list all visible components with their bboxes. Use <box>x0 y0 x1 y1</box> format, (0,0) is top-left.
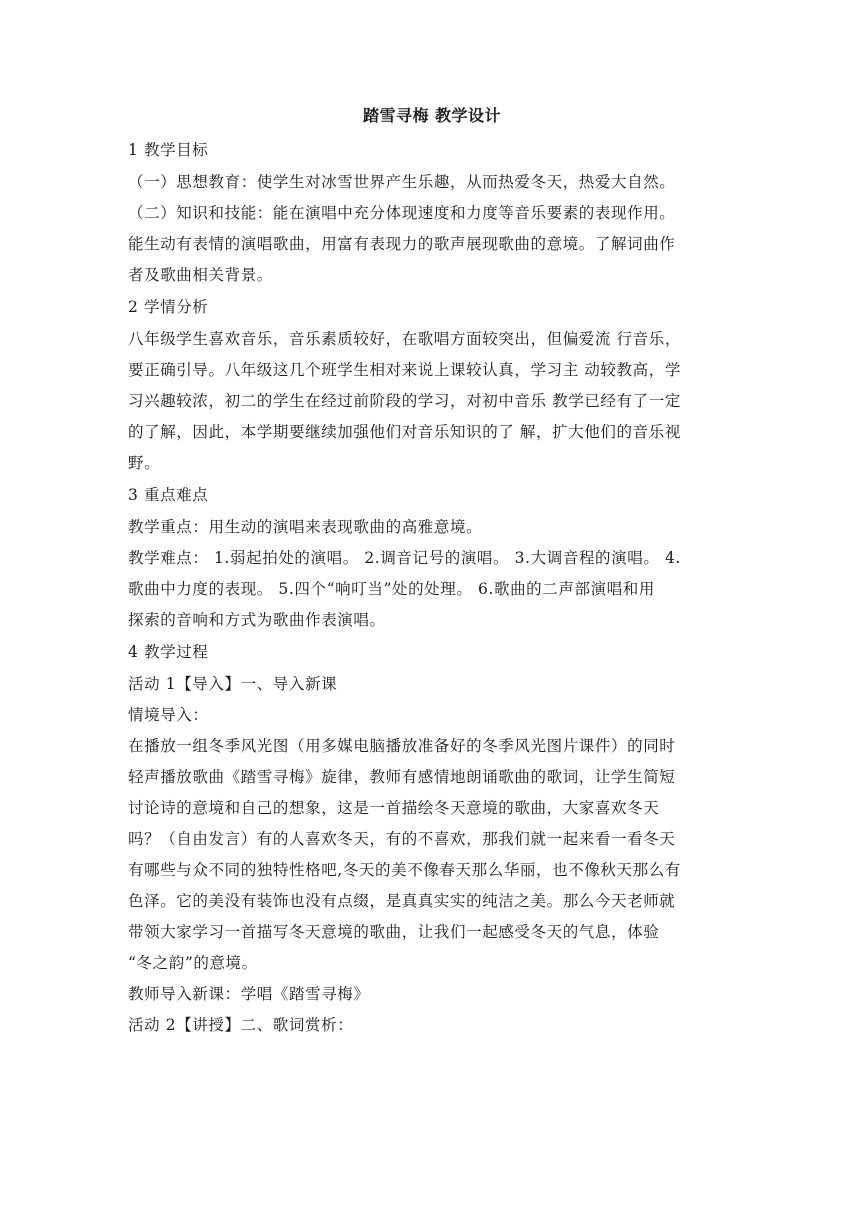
text-line: 习兴趣较浓，初二的学生在经过前阶段的学习，对初中音乐 教学已经有了一定 <box>128 392 681 410</box>
text-line: 野。 <box>128 454 161 472</box>
text-line: 讨论诗的意境和自己的想象，这是一首描绘冬天意境的歌曲，大家喜欢冬天 <box>128 799 660 817</box>
text-line: 在播放一组冬季风光图（用多媒电脑播放准备好的冬季风光图片课件）的同时 <box>128 737 676 755</box>
text-line: 者及歌曲相关背景。 <box>128 266 273 284</box>
section-heading: 3 重点难点 <box>128 486 209 504</box>
text-line: 教师导入新课：学唱《踏雪寻梅》 <box>128 985 370 1003</box>
text-line: 的了解，因此，本学期要继续加强他们对音乐知识的了 解，扩大他们的音乐视 <box>128 423 681 441</box>
text-line: （二）知识和技能：能在演唱中充分体现速度和力度等音乐要素的表现作用。 <box>128 204 676 222</box>
text-line: 活动 2【讲授】二、歌词赏析： <box>128 1016 354 1034</box>
section-heading: 2 学情分析 <box>128 298 209 316</box>
text-line: 要正确引导。八年级这几个班学生相对来说上课较认真，学习主 动较教高，学 <box>128 361 681 379</box>
text-line: 情境导入： <box>128 706 209 724</box>
text-line: 教学难点： 1.弱起拍处的演唱。 2.调音记号的演唱。 3.大调音程的演唱。 4. <box>128 549 681 567</box>
section-heading: 4 教学过程 <box>128 643 209 661</box>
text-line: （一）思想教育：使学生对冰雪世界产生乐趣，从而热爱冬天，热爱大自然。 <box>128 173 676 191</box>
text-line: 教学重点：用生动的演唱来表现歌曲的高雅意境。 <box>128 518 483 536</box>
text-line: 活动 1【导入】一、导入新课 <box>128 675 338 693</box>
section-teaching-process <box>128 636 736 1041</box>
section-key-points <box>128 479 736 636</box>
document-body <box>128 104 736 1041</box>
text-line: 歌曲中力度的表现。 5.四个“响叮当”处的处理。 6.歌曲的二声部演唱和用 <box>128 580 655 598</box>
text-line: 有哪些与众不同的独特性格吧,冬天的美不像春天那么华丽，也不像秋天那么有 <box>128 861 681 879</box>
text-line: 探索的音响和方式为歌曲作表演唱。 <box>128 611 386 629</box>
section-heading: 1 教学目标 <box>128 141 209 159</box>
text-line: “冬之韵”的意境。 <box>128 954 258 972</box>
text-line: 色泽。它的美没有装饰也没有点缀，是真真实实的纯洁之美。那么今天老师就 <box>128 892 676 910</box>
text-line: 带领大家学习一首描写冬天意境的歌曲，让我们一起感受冬天的气息，体验 <box>128 923 660 941</box>
section-student-analysis <box>128 291 736 479</box>
text-line: 轻声播放歌曲《踏雪寻梅》旋律，教师有感情地朗诵歌曲的歌词，让学生简短 <box>128 768 676 786</box>
section-teaching-goals <box>128 134 736 291</box>
text-line: 能生动有表情的演唱歌曲，用富有表现力的歌声展现歌曲的意境。了解词曲作 <box>128 235 676 253</box>
document-title: 踏雪寻梅 教学设计 <box>362 106 502 125</box>
text-line: 吗？（自由发言）有的人喜欢冬天，有的不喜欢，那我们就一起来看一看冬天 <box>128 830 676 848</box>
text-line: 八年级学生喜欢音乐，音乐素质较好，在歌唱方面较突出，但偏爱流 行音乐， <box>128 330 681 348</box>
